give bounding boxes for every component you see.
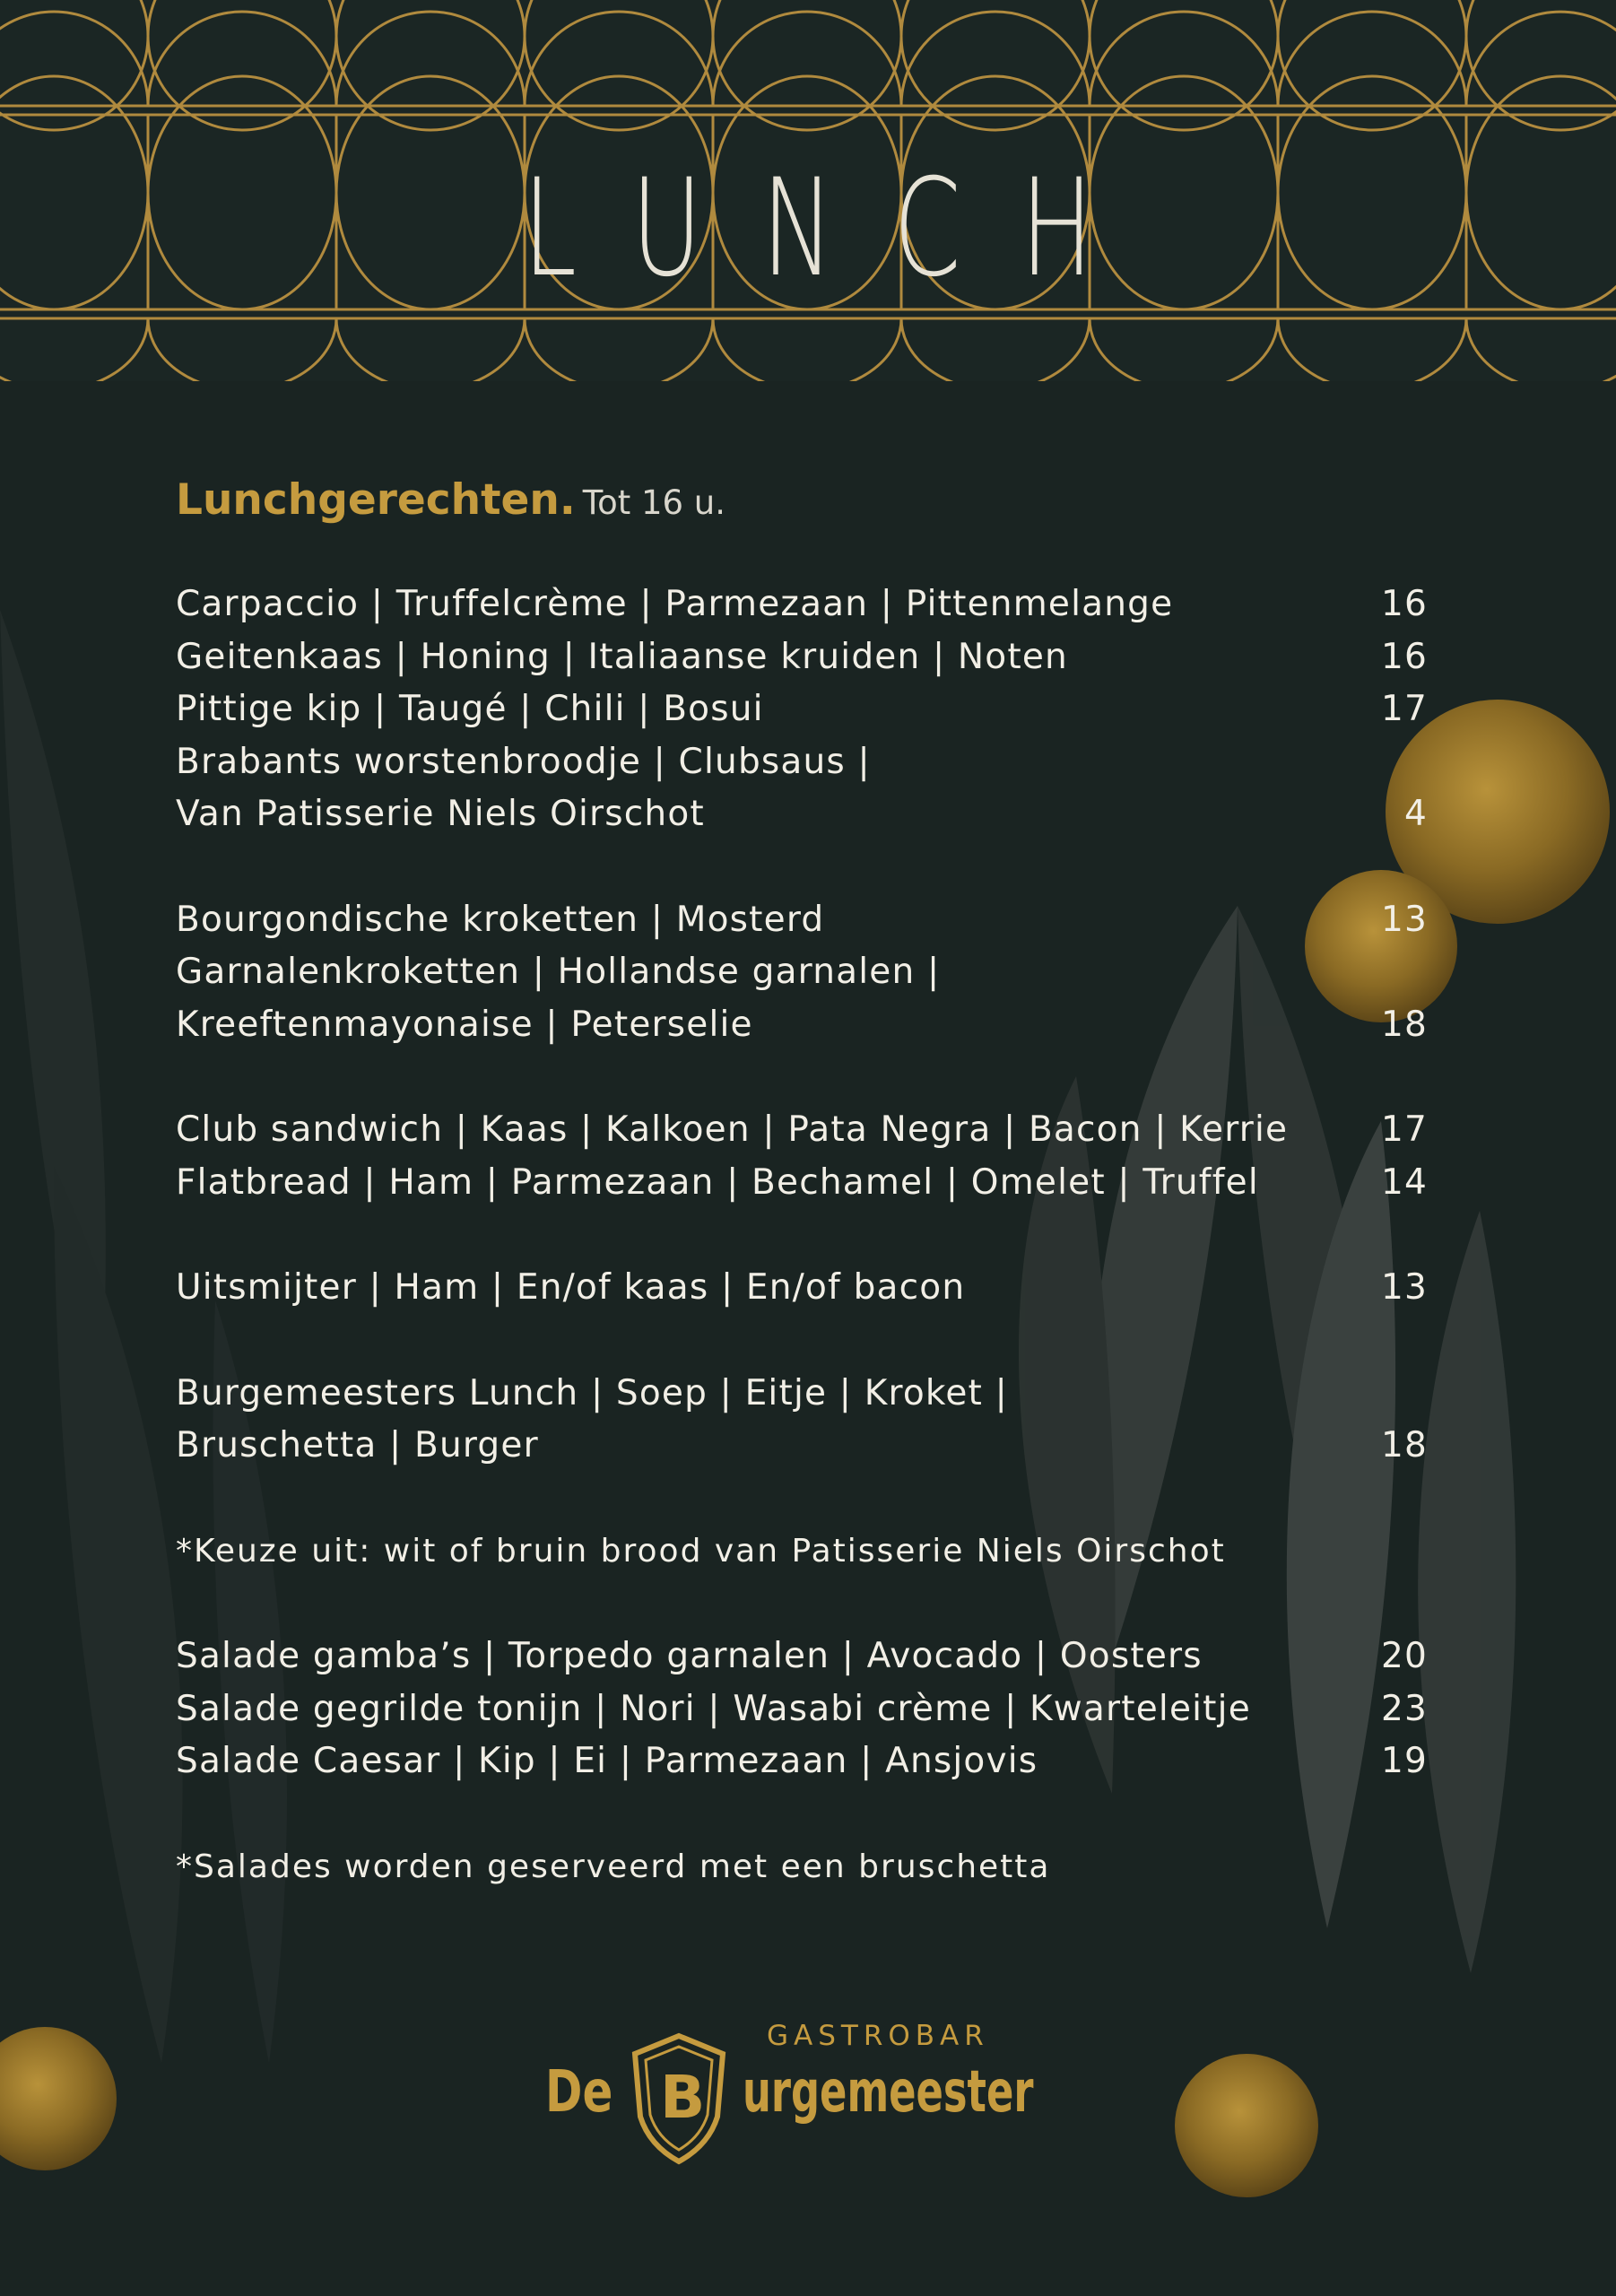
menu-item-description: Club sandwich | Kaas | Kalkoen | Pata Negra | Bacon | Kerrie — [176, 1109, 1289, 1150]
menu-item-description: Salade Caesar | Kip | Ei | Parmezaan | Ansjovis — [176, 1741, 1038, 1781]
menu-item — [176, 946, 1428, 999]
menu-item-price: 19 — [1380, 1741, 1428, 1781]
menu-spacer — [176, 1051, 1428, 1104]
logo-name-prefix: De — [545, 2059, 613, 2126]
menu-item-price: 18 — [1380, 1425, 1428, 1465]
menu-spacer — [176, 1473, 1428, 1526]
menu-item — [176, 1631, 1428, 1683]
logo-tagline: GASTROBAR — [767, 2020, 989, 2052]
menu-spacer — [176, 1209, 1428, 1262]
menu-spacer — [176, 1788, 1428, 1841]
menu-item-description: *Salades worden geserveerd met een bruschetta — [176, 1848, 1051, 1885]
menu-item — [176, 631, 1428, 684]
menu-item — [176, 736, 1428, 789]
section-heading — [176, 475, 725, 525]
menu-note — [176, 1841, 1428, 1894]
menu-item — [176, 999, 1428, 1052]
menu-item — [176, 1683, 1428, 1736]
restaurant-logo — [538, 2009, 1112, 2170]
menu-item-description: Salade gamba’s | Torpedo garnalen | Avocado | Oosters — [176, 1636, 1203, 1676]
menu-spacer — [176, 1578, 1428, 1631]
menu-item — [176, 683, 1428, 736]
menu-item-description: Bourgondische kroketten | Mosterd — [176, 899, 825, 940]
menu-item-description: Geitenkaas | Honing | Italiaanse kruiden | Noten — [176, 636, 1068, 677]
menu-item-price: 17 — [1380, 1109, 1428, 1150]
header-banner — [0, 0, 1616, 381]
menu-item-price: 20 — [1380, 1636, 1428, 1676]
menu-item-price: 4 — [1403, 794, 1428, 834]
menu-item-description: Brabants worstenbroodje | Clubsaus | — [176, 741, 871, 782]
menu-item — [176, 788, 1428, 841]
logo-name-rest: urgemeester — [743, 2059, 1034, 2126]
menu-item-description: Bruschetta | Burger — [176, 1425, 539, 1465]
menu-item — [176, 578, 1428, 631]
gold-circle — [1175, 2054, 1318, 2197]
menu-item-price: 14 — [1380, 1161, 1428, 1203]
menu-spacer — [176, 1315, 1428, 1368]
menu-item-description: Carpaccio | Truffelcrème | Parmezaan | Pittenmelange — [176, 584, 1174, 624]
gold-circle — [0, 2027, 117, 2170]
menu-item — [176, 1262, 1428, 1315]
menu-item-price: 16 — [1380, 584, 1428, 624]
menu-item-price: 13 — [1380, 899, 1428, 940]
menu-item-description: Garnalenkroketten | Hollandse garnalen | — [176, 952, 941, 992]
menu-item-description: Pittige kip | Taugé | Chili | Bosui — [176, 689, 764, 729]
menu-item — [176, 1104, 1428, 1157]
menu-note — [176, 1526, 1428, 1578]
menu-item-description: Uitsmijter | Ham | En/of kaas | En/of bacon — [176, 1267, 966, 1308]
menu-item-price: 13 — [1380, 1267, 1428, 1308]
section-hours: Tot 16 u. — [582, 483, 726, 522]
menu-item-price: 18 — [1380, 1004, 1428, 1045]
menu-list — [176, 578, 1428, 1893]
menu-item-price: 23 — [1380, 1688, 1428, 1729]
logo-name-initial: B — [660, 2063, 706, 2132]
menu-item-description: Burgemeesters Lunch | Soep | Eitje | Kroket | — [176, 1372, 1008, 1413]
menu-item — [176, 894, 1428, 947]
menu-item-description: Salade gegrilde tonijn | Nori | Wasabi crème | Kwarteleitje — [176, 1688, 1251, 1729]
menu-item-description: Van Patisserie Niels Oirschot — [176, 794, 705, 834]
menu-item-description: *Keuze uit: wit of bruin brood van Patisserie Niels Oirschot — [176, 1532, 1226, 1570]
menu-item — [176, 1420, 1428, 1473]
menu-item — [176, 1735, 1428, 1788]
menu-item — [176, 1368, 1428, 1421]
section-title: Lunchgerechten. — [176, 475, 576, 525]
menu-item-description: Flatbread | Ham | Parmezaan | Bechamel | Omelet | Truffel — [176, 1161, 1259, 1203]
page-title: LUNCH — [522, 151, 1153, 307]
menu-item — [176, 1157, 1428, 1210]
menu-item-price: 17 — [1380, 689, 1428, 729]
menu-item-description: Kreeftenmayonaise | Peterselie — [176, 1004, 753, 1045]
menu-spacer — [176, 841, 1428, 894]
menu-item-price: 16 — [1380, 636, 1428, 677]
